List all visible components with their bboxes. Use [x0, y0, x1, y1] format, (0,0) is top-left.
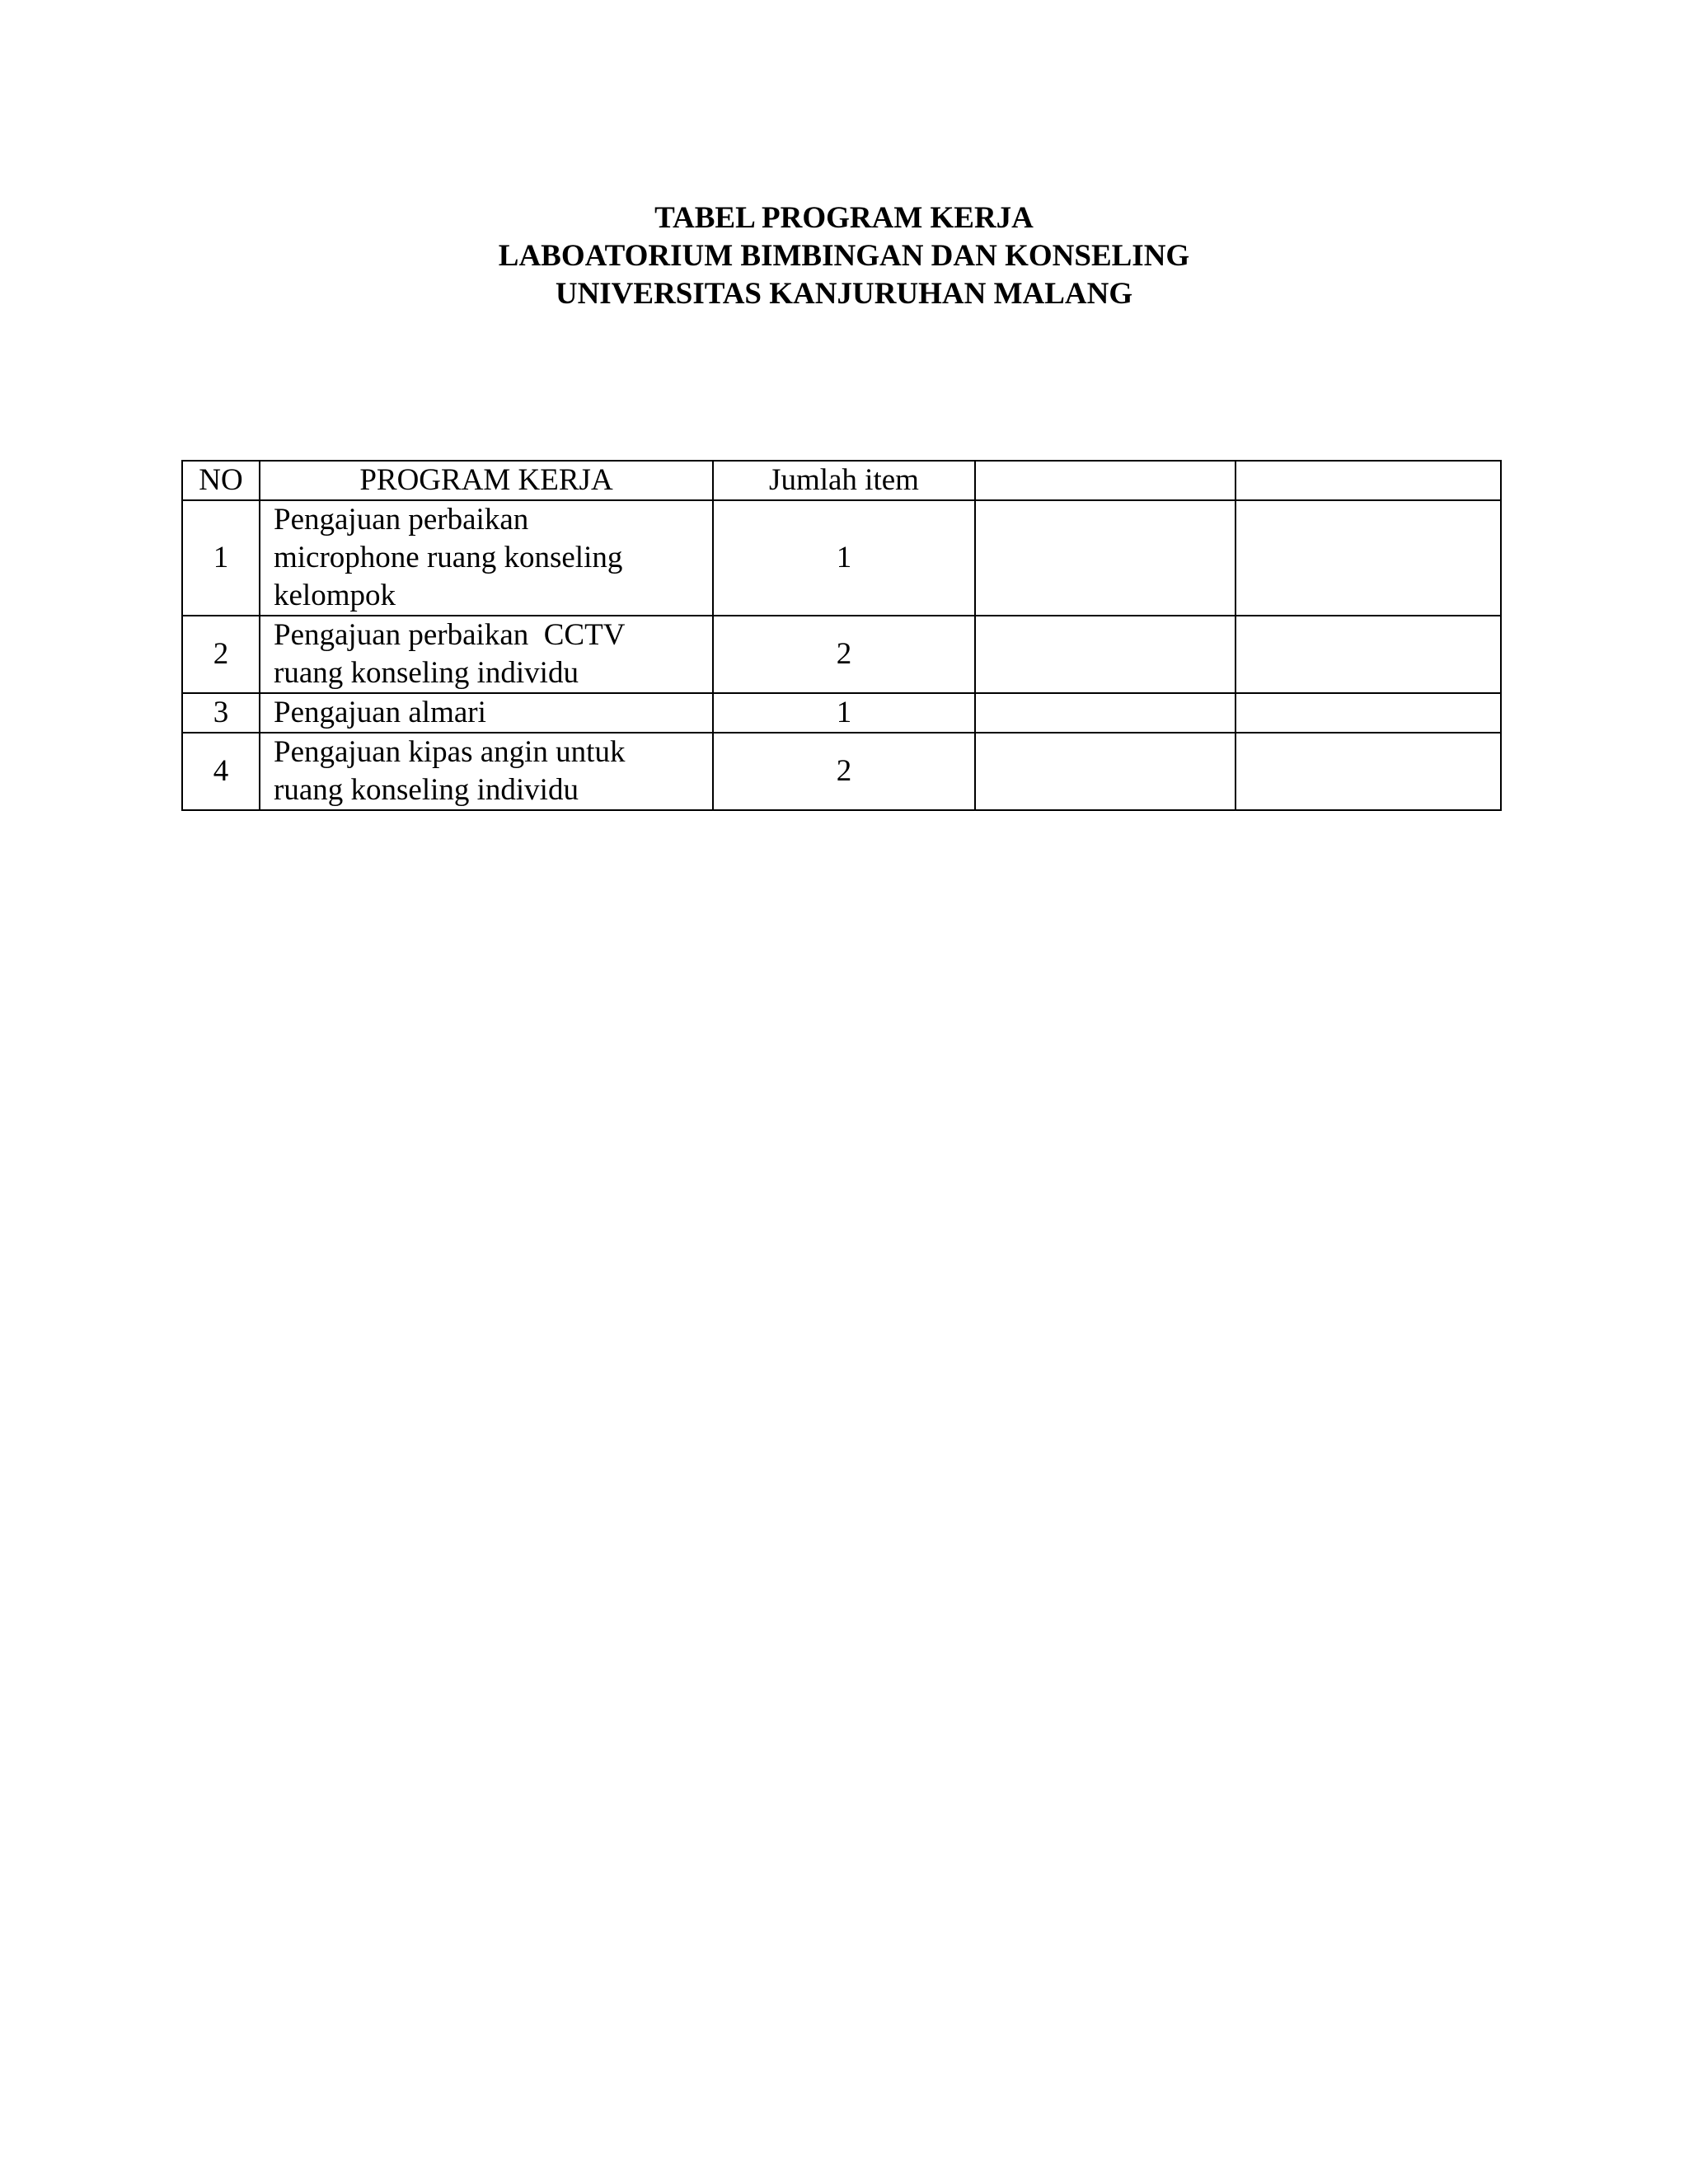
header-empty-2 [1236, 461, 1501, 500]
program-line: ruang konseling individu [274, 656, 579, 690]
cell-jumlah: 1 [713, 500, 975, 616]
table-row [182, 733, 1501, 810]
table-row [182, 616, 1501, 693]
cell-empty-1 [975, 616, 1236, 693]
header-jumlah-item: Jumlah item [713, 461, 975, 500]
document-title [0, 199, 1688, 313]
cell-no: 4 [182, 733, 260, 810]
cell-no: 2 [182, 616, 260, 693]
program-line: Pengajuan perbaikan CCTV [274, 618, 626, 652]
cell-empty-2 [1236, 693, 1501, 733]
program-line: kelompok [274, 579, 396, 612]
program-line: Pengajuan almari [274, 696, 486, 729]
cell-empty-2 [1236, 616, 1501, 693]
header-empty-1 [975, 461, 1236, 500]
cell-empty-2 [1236, 733, 1501, 810]
cell-empty-2 [1236, 500, 1501, 616]
cell-no: 3 [182, 693, 260, 733]
header-program-kerja: PROGRAM KERJA [260, 461, 713, 500]
cell-jumlah: 2 [713, 616, 975, 693]
cell-jumlah: 1 [713, 693, 975, 733]
cell-empty-1 [975, 733, 1236, 810]
table-row [182, 693, 1501, 733]
cell-empty-1 [975, 693, 1236, 733]
program-line: microphone ruang konseling [274, 541, 623, 574]
cell-no: 1 [182, 500, 260, 616]
cell-program [260, 616, 713, 693]
table-row [182, 500, 1501, 616]
cell-program [260, 693, 713, 733]
cell-program [260, 733, 713, 810]
table-header-row [182, 461, 1501, 500]
program-table [181, 460, 1502, 811]
title-line-1: TABEL PROGRAM KERJA [654, 201, 1034, 235]
cell-jumlah: 2 [713, 733, 975, 810]
program-line: ruang konseling individu [274, 773, 579, 807]
program-line: Pengajuan perbaikan [274, 503, 529, 537]
program-line: Pengajuan kipas angin untuk [274, 735, 626, 769]
title-line-3: UNIVERSITAS KANJURUHAN MALANG [555, 277, 1133, 311]
title-line-2: LABOATORIUM BIMBINGAN DAN KONSELING [498, 239, 1190, 273]
header-no: NO [182, 461, 260, 500]
cell-program [260, 500, 713, 616]
cell-empty-1 [975, 500, 1236, 616]
